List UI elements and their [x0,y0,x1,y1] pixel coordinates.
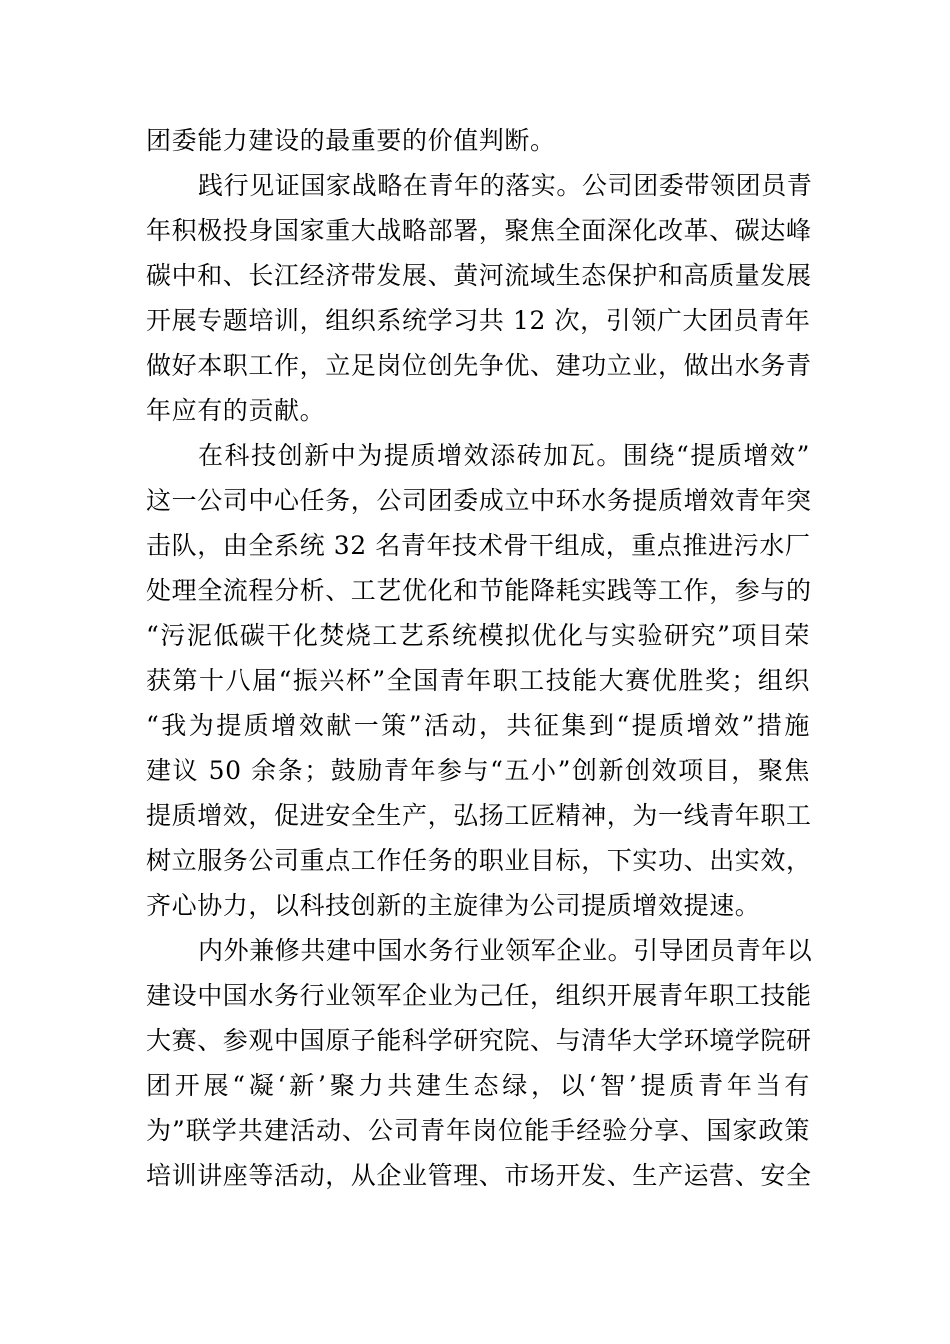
text-line: 获第十八届“振兴杯”全国青年职工技能大赛优胜奖；组织 [146,666,810,695]
text-line: “污泥低碳干化焚烧工艺系统模拟优化与实验研究”项目荣 [146,621,810,650]
text-line: 树立服务公司重点工作任务的职业目标，下实功、出实效， [146,846,812,875]
text-line: 年应有的贡献。 [146,396,326,425]
text-line: “我为提质增效献一策”活动，共征集到“提质增效”措施 [146,711,810,740]
text-line: 大赛、参观中国原子能科学研究院、与清华大学环境学院研 [146,1026,812,1055]
text-line: 为”联学共建活动、公司青年岗位能手经验分享、国家政策 [146,1116,810,1145]
text-line: 这一公司中心任务，公司团委成立中环水务提质增效青年突 [146,486,812,515]
text-line: 团开展“凝‘新’聚力共建生态绿，以‘智’提质青年当有 [146,1071,810,1100]
text-line: 齐心协力，以科技创新的主旋律为公司提质增效提速。 [146,891,761,920]
text-line: 碳中和、长江经济带发展、黄河流域生态保护和高质量发展 [146,261,812,290]
text-line: 建议 50 余条；鼓励青年参与“五小”创新创效项目，聚焦 [146,756,810,785]
text-line: 击队，由全系统 32 名青年技术骨干组成，重点推进污水厂 [146,531,811,560]
text-line: 提质增效，促进安全生产，弘扬工匠精神，为一线青年职工 [146,801,812,830]
text-line: 建设中国水务行业领军企业为己任，组织开展青年职工技能 [146,981,812,1010]
text-line: 践行见证国家战略在青年的落实。公司团委带领团员青 [198,171,813,200]
text-line: 处理全流程分析、工艺优化和节能降耗实践等工作，参与的 [146,576,812,605]
text-line: 团委能力建设的最重要的价值判断。 [146,126,556,155]
text-line: 在科技创新中为提质增效添砖加瓦。围绕“提质增效” [198,441,810,470]
text-line: 培训讲座等活动，从企业管理、市场开发、生产运营、安全 [146,1161,812,1190]
text-line: 开展专题培训，组织系统学习共 12 次，引领广大团员青年 [146,306,811,335]
text-line: 年积极投身国家重大战略部署，聚焦全面深化改革、碳达峰 [146,216,812,245]
text-line: 做好本职工作，立足岗位创先争优、建功立业，做出水务青 [146,351,812,380]
text-line: 内外兼修共建中国水务行业领军企业。引导团员青年以 [198,936,813,965]
